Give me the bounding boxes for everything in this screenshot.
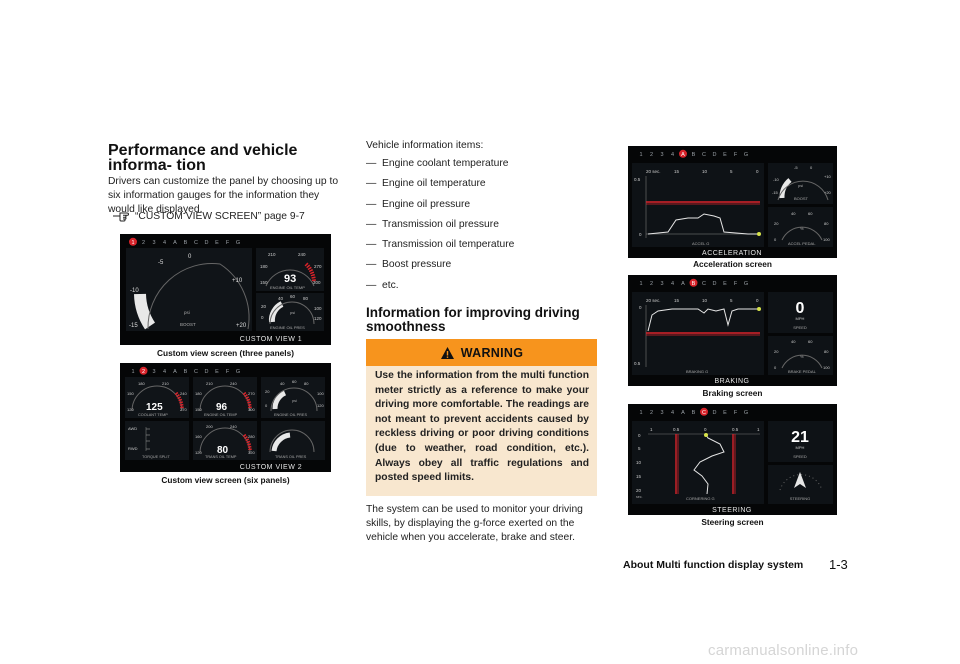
warning-triangle-icon [440, 346, 455, 360]
tick-label: +20 [236, 323, 247, 329]
tick-label: -10 [130, 288, 139, 294]
tick-label: 240 [298, 252, 306, 257]
axis-label: 20 sec. [646, 169, 661, 174]
screen-tab[interactable]: 4 [162, 369, 167, 375]
screen-tab[interactable]: F [733, 410, 738, 416]
screen-tab[interactable]: 1 [639, 410, 643, 416]
tick-label: 120 [317, 403, 324, 408]
rwd-label: RWD [128, 446, 138, 451]
screen-tab[interactable]: 1 [131, 240, 135, 246]
axis-label: 15 [674, 298, 680, 303]
gauge-value: 93 [284, 273, 297, 285]
tick-label: 40 [280, 381, 285, 386]
tick-label: 240 [180, 391, 187, 396]
list-dash: — [366, 198, 377, 210]
tick-label: 120 [127, 407, 134, 412]
watermark: carmanualsonline.info [708, 642, 859, 659]
warning-text: Use the information from the multi function meter strictly as a reference to make your driving more comfortable. The readings are not meant to prevent accidents caused by reckless driving or poor driving conditions (due to weather, road condition, etc.). Always obey all traffic regulations and posted speed limits. [375, 370, 589, 484]
screen-tab[interactable]: B [183, 369, 188, 375]
tick-label: 180 [138, 381, 145, 386]
tick-label: 150 [127, 391, 134, 396]
screen-tab[interactable]: 2 [141, 240, 146, 246]
screen-tab[interactable]: D [204, 369, 209, 375]
tick-label: 300 [248, 407, 255, 412]
graph-label: BRAKING G [686, 369, 709, 374]
list-item [366, 178, 606, 198]
screen-tab[interactable]: C [194, 369, 198, 375]
list-item [366, 199, 606, 219]
screen-tab-bar [129, 238, 240, 246]
screen-tab[interactable]: C [194, 240, 198, 246]
list-item-text: Engine coolant temperature [382, 158, 509, 169]
gauge-label: BOOST [180, 322, 196, 327]
screen-tab[interactable]: E [723, 152, 727, 158]
screen-tab[interactable]: C [702, 281, 706, 287]
tick-label: 210 [268, 252, 276, 257]
caption: Custom view screen (six panels) [161, 475, 290, 485]
gauge-value: 80 [217, 445, 229, 456]
screen-tab[interactable]: D [712, 410, 717, 416]
tick-label: 20 [261, 304, 267, 309]
screen-tab[interactable]: 1 [639, 281, 643, 287]
awd-label: AWD [128, 426, 138, 431]
list-item-text: Transmission oil pressure [382, 218, 499, 230]
axis-label: 0 [704, 427, 707, 432]
gauge-label: BOOST [794, 196, 809, 201]
section-heading: Performance and vehicle informa- tion [108, 142, 298, 174]
screen-tab[interactable]: 2 [141, 369, 146, 375]
gauge-label: ENGINE OIL TEMP [204, 413, 238, 417]
tick-label: 120 [195, 450, 202, 455]
vehicle-info-list [366, 140, 606, 300]
screen-tab[interactable]: F [225, 369, 230, 375]
list-dash: — [366, 178, 377, 190]
screen-tab[interactable]: 4 [162, 240, 167, 246]
axis-label: 10 [636, 460, 642, 465]
caption: Steering screen [701, 517, 764, 527]
gauge-label: SPEED [793, 325, 807, 330]
axis-label: 20 sec. [646, 298, 661, 303]
screen-tab[interactable]: G [235, 240, 241, 246]
screen-tab[interactable]: A [681, 410, 685, 416]
axis-label: 0 [639, 232, 642, 237]
axis-label: 0 [756, 298, 759, 303]
tick-label: 200 [206, 424, 213, 429]
axis-unit: sec. [636, 495, 643, 499]
axis-label: 10 [702, 169, 708, 174]
screen-tab[interactable]: 3 [660, 281, 664, 287]
gauge-value: 96 [216, 402, 228, 413]
tick-label: -15 [772, 190, 778, 195]
unit-label: % [800, 226, 804, 231]
axis-label: 0 [639, 305, 642, 310]
steering-screen [628, 404, 837, 515]
screen-tab[interactable]: E [215, 369, 219, 375]
screen-tab[interactable]: E [723, 281, 727, 287]
gauge-label: ENGINE OIL PRES [270, 325, 305, 330]
warning-title: WARNING [460, 345, 524, 360]
axis-label: 5 [730, 298, 733, 303]
screen-tab[interactable]: D [712, 152, 717, 158]
tick-label: 0 [810, 165, 813, 170]
screen-tab[interactable]: B [691, 152, 696, 158]
axis-label: 1 [757, 427, 760, 432]
axis-label: 1 [650, 427, 653, 432]
gauge-label: COOLANT TEMP [138, 413, 168, 417]
screen-label: BRAKING [714, 378, 750, 385]
screen-tab[interactable]: 2 [649, 410, 654, 416]
pointing-hand-icon [112, 210, 129, 222]
caption: Custom view screen (three panels) [157, 348, 294, 358]
screen-tab[interactable]: 3 [660, 152, 664, 158]
tick-label: 20 [774, 349, 779, 354]
custom-view-1-screen [120, 234, 331, 345]
screen-tab[interactable]: 1 [639, 152, 643, 158]
screen-tab[interactable]: E [723, 410, 727, 416]
tick-label: 0 [774, 365, 777, 370]
tick-label: 320 [248, 450, 255, 455]
tick-label: 280 [248, 434, 255, 439]
speed-value: 0 [795, 300, 805, 317]
list-item-text: etc. [382, 279, 399, 291]
screen-tab[interactable]: F [733, 281, 738, 287]
screen-tab[interactable]: E [215, 240, 219, 246]
screen-tab[interactable]: G [743, 281, 749, 287]
tick-label: 210 [206, 381, 213, 386]
tick-label: 270 [314, 264, 322, 269]
screen-tab[interactable]: A [681, 152, 685, 158]
list-dash: — [366, 259, 377, 271]
unit-label: MPH [795, 316, 805, 321]
gauge-label: TRANS OIL TEMP [205, 455, 237, 459]
screen-tab[interactable]: D [204, 240, 209, 246]
tick-label: 150 [260, 280, 268, 285]
tick-label: 120 [314, 316, 322, 321]
unit-label: % [800, 354, 804, 359]
gauge-label: SPEED [793, 454, 807, 459]
screen-tab[interactable]: C [702, 410, 706, 416]
screen-tab[interactable]: 3 [152, 240, 156, 246]
screen-tab[interactable]: 1 [131, 369, 135, 375]
screen-tab[interactable]: B [183, 240, 188, 246]
axis-label: 0 [756, 169, 759, 174]
list-dash: — [366, 279, 377, 291]
screen-tab[interactable]: D [712, 281, 717, 287]
screen-label: CUSTOM VIEW 1 [239, 336, 303, 343]
screen-tab[interactable]: A [173, 369, 177, 375]
screen-label: ACCELERATION [702, 250, 762, 257]
graph-label: ACCEL G [692, 241, 710, 246]
unit-label: psi [798, 183, 804, 188]
screen-tab-bar [639, 150, 748, 158]
screen-tab[interactable]: F [733, 152, 738, 158]
list-item-text: Boost pressure [382, 259, 452, 271]
list-item [366, 239, 606, 259]
braking-screen [628, 275, 837, 386]
warning-box [366, 339, 597, 496]
gauge-label: ENGINE OIL PRES [274, 413, 307, 417]
axis-label: 15 [674, 169, 680, 174]
list-item [366, 219, 606, 239]
tick-label: 20 [774, 221, 779, 226]
tick-label: -5 [158, 260, 164, 266]
subsection-heading: Information for improving driving smoothness [366, 305, 580, 334]
screen-tab-bar [131, 367, 240, 375]
tick-label: 0 [265, 403, 268, 408]
axis-label: 0.5 [673, 427, 680, 432]
list-item [366, 259, 606, 279]
graph-panel [632, 163, 764, 247]
screen-tab[interactable]: 3 [152, 369, 156, 375]
tick-label: 0 [774, 237, 777, 242]
warning-header [366, 339, 597, 366]
axis-label: 20 [636, 488, 642, 493]
tick-label: 80 [304, 381, 309, 386]
list-item [366, 158, 606, 178]
acceleration-screen [628, 146, 837, 258]
axis-label: 5 [730, 169, 733, 174]
list-title: Vehicle information items: [366, 140, 484, 151]
page-reference[interactable] [112, 210, 305, 222]
caption: Acceleration screen [693, 259, 772, 269]
unit-label: MPH [795, 445, 805, 450]
screen-tab[interactable]: 4 [670, 281, 675, 287]
tick-label: 0 [188, 254, 192, 260]
gauge-label: ENGINE OIL TEMP [270, 285, 305, 290]
screen-tab[interactable]: B [691, 281, 696, 287]
reference-text: “CUSTOM VIEW SCREEN” page 9-7 [135, 210, 305, 222]
tick-label: 300 [313, 280, 321, 285]
list-dash: — [366, 158, 377, 169]
unit-label: psi [184, 310, 190, 315]
screen-tab[interactable]: 2 [649, 281, 654, 287]
axis-label: 0.5 [634, 177, 641, 182]
tick-label: 100 [314, 306, 322, 311]
list-dash: — [366, 218, 377, 230]
screen-tab[interactable]: C [702, 152, 706, 158]
axis-label: 10 [702, 298, 708, 303]
unit-label: psi [292, 399, 297, 403]
tick-label: 60 [290, 294, 296, 299]
list-item [366, 280, 606, 300]
list-item-text: Engine oil temperature [382, 178, 486, 190]
screen-label: CUSTOM VIEW 2 [239, 464, 303, 471]
tick-label: -10 [773, 177, 779, 182]
tick-label: 20 [265, 389, 270, 394]
tick-label: +10 [824, 174, 831, 179]
gauge-label: TORQUE SPLIT [142, 455, 170, 459]
tick-label: 210 [162, 381, 169, 386]
tick-label: 40 [791, 339, 796, 344]
gauge-label: BRAKE PEDAL [788, 369, 816, 374]
tick-label: 240 [230, 424, 237, 429]
tick-label: -5 [794, 165, 798, 170]
intro-paragraph: Drivers can customize the panel by choosing up to six information gauges for the information they would like displayed. [108, 176, 339, 215]
tick-label: 80 [303, 296, 309, 301]
screen-tab[interactable]: G [743, 410, 749, 416]
tick-label: 270 [248, 391, 255, 396]
tick-label: 100 [823, 365, 830, 370]
screen-label: STEERING [712, 507, 752, 514]
tick-label: 160 [195, 434, 202, 439]
tick-label: 60 [808, 211, 813, 216]
speed-value: 21 [791, 429, 809, 446]
list-item-text: Transmission oil temperature [382, 239, 515, 251]
tick-label: 40 [278, 296, 284, 301]
graph-label: CORNERING G [686, 496, 715, 501]
tick-label: 240 [230, 381, 237, 386]
gauge-label: ACCEL PEDAL [788, 241, 816, 246]
body-paragraph: The system can be used to monitor your driving skills, by displaying the g-force exerted on the vehicle when you accelerate, brake and steer. [366, 504, 583, 543]
list-dash: — [366, 239, 377, 251]
screen-tab-bar [639, 279, 748, 287]
screen-tab[interactable]: A [173, 240, 177, 246]
tick-label: 100 [823, 237, 830, 242]
screen-tab[interactable]: 4 [670, 410, 675, 416]
tick-label: 40 [791, 211, 796, 216]
graph-panel [632, 421, 764, 504]
screen-tab[interactable]: A [681, 281, 685, 287]
screen-tab[interactable]: G [743, 152, 749, 158]
axis-label: 0 [638, 433, 641, 438]
tick-label: 150 [195, 407, 202, 412]
tick-label: +10 [232, 278, 243, 284]
screen-tab[interactable]: G [235, 369, 241, 375]
screen-tab[interactable]: 2 [649, 152, 654, 158]
axis-label: 15 [636, 474, 642, 479]
tick-label: 80 [824, 349, 829, 354]
tick-label: 60 [808, 339, 813, 344]
list-item-text: Engine oil pressure [382, 198, 471, 210]
tick-label: -15 [129, 323, 138, 329]
tick-label: 270 [180, 407, 187, 412]
axis-label: 0.5 [634, 361, 641, 366]
caption: Braking screen [702, 388, 763, 398]
axis-label: 0.5 [732, 427, 739, 432]
custom-view-2-screen [120, 363, 331, 472]
unit-label: psi [290, 310, 296, 315]
tick-label: 180 [195, 391, 202, 396]
screen-tab[interactable]: 3 [660, 410, 664, 416]
screen-tab[interactable]: F [225, 240, 230, 246]
tick-label: 60 [292, 379, 297, 384]
gauge-label: STEERING [789, 496, 811, 501]
screen-tab[interactable]: B [691, 410, 696, 416]
tick-label: 80 [824, 221, 829, 226]
axis-label: 5 [638, 446, 641, 451]
page-number: 1-3 [829, 557, 848, 572]
tick-label: 180 [260, 264, 268, 269]
tick-label: +20 [824, 190, 831, 195]
footer-title: About Multi function display system [623, 559, 804, 571]
tick-label: 0 [261, 315, 264, 320]
tick-label: 100 [317, 391, 324, 396]
gauge-value: 125 [146, 402, 163, 413]
screen-tab[interactable]: 4 [670, 152, 675, 158]
screen-tab-bar [639, 408, 748, 416]
gauge-label: TRANS OIL PRES [275, 455, 307, 459]
